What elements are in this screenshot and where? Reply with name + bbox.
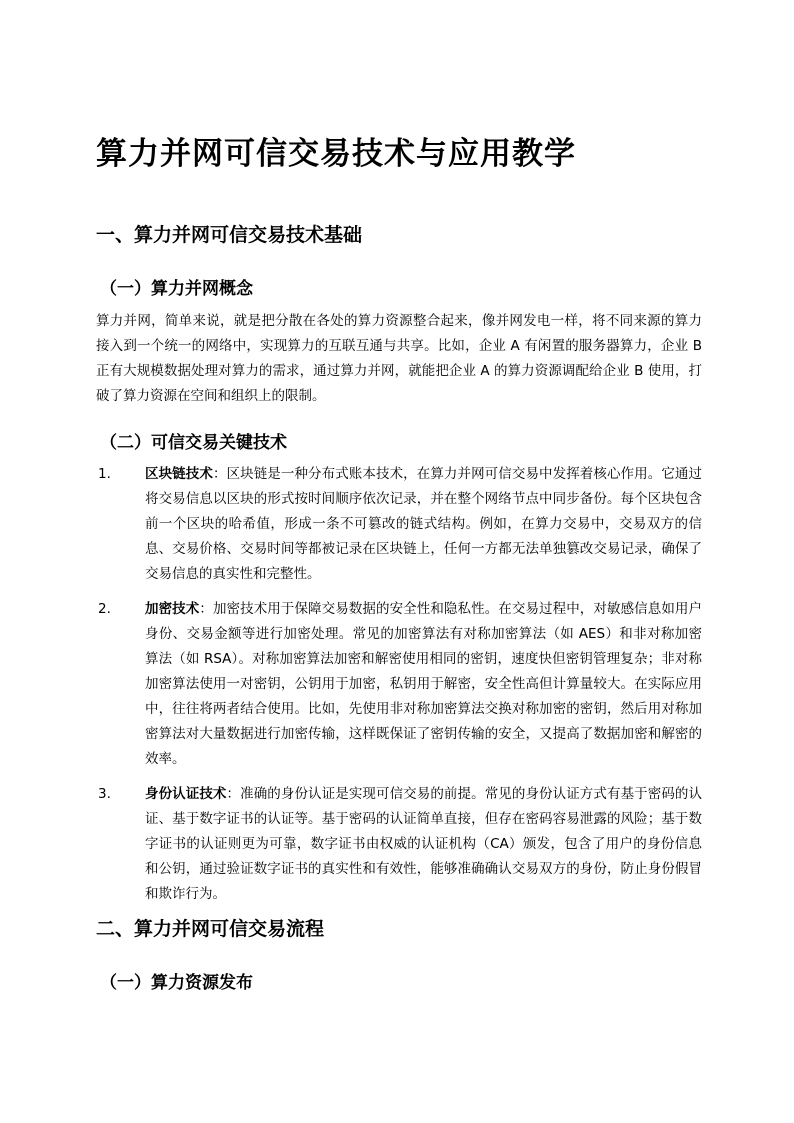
list-number: 2. xyxy=(98,601,111,617)
section-heading-1: 一、算力并网可信交易技术基础 xyxy=(96,224,363,246)
list-text: ：准确的身份认证是实现可信交易的前提。常见的身份认证方式有基于密码的认证、基于数字证书的认证等。基于密码的认证简单直接，但存在密码容易泄露的风险；基于数字证书的认证则更为可靠，数字证书由权威的认证机构（CA）颁发，包含了用户的身份信息和公钥，通过验证数字证书的真实性和有效性，能够准确确认交易双方的身份，防止身份假冒和欺诈行为。 xyxy=(145,786,703,902)
list-item xyxy=(96,462,702,587)
paragraph-concept: 算力并网，简单来说，就是把分散在各处的算力资源整合起来，像并网发电一样，将不同来源的算力接入到一个统一的网络中，实现算力的互联互通与共享。比如，企业 A 有闲置的服务器算力，企业 B 正有大规模数据处理对算力的需求，通过算力并网，就能把企业 A 的算力资源调配给企业 B 使用，打破了算力资源在空间和组织上的限制。 xyxy=(96,313,702,404)
list-item xyxy=(96,597,702,772)
list-text: ：加密技术用于保障交易数据的安全性和隐私性。在交易过程中，对敏感信息如用户身份、交易金额等进行加密处理。常见的加密算法有对称加密算法（如 AES）和非对称加密算法（如 RSA）。对称加密算法加密和解密使用相同的密钥，速度快但密钥管理复杂；非对称加密算法使用一对密钥，公钥用于加密，私钥用于解密，安全性高但计算量较大。在实际应用中，往往将两者结合使用。比如，先使用非对称加密算法交换对称加密的密钥，然后用对称加密算法对大量数据进行加密传输，这样既保证了密钥传输的安全，又提高了数据加密和解密的效率。 xyxy=(145,601,703,767)
document-title: 算力并网可信交易技术与应用教学 xyxy=(96,136,576,172)
list-term: 加密技术 xyxy=(145,601,200,617)
list-number: 1. xyxy=(98,466,111,482)
list-term: 区块链技术 xyxy=(145,466,213,482)
subsection-heading-1-1: （一）算力并网概念 xyxy=(100,279,253,299)
list-number: 3. xyxy=(98,786,111,802)
list-item xyxy=(96,782,702,907)
subsection-heading-2-1: （一）算力资源发布 xyxy=(100,973,253,993)
subsection-heading-1-2: （二）可信交易关键技术 xyxy=(100,433,287,453)
list-term: 身份认证技术 xyxy=(145,786,227,802)
list-text: ：区块链是一种分布式账本技术，在算力并网可信交易中发挥着核心作用。它通过将交易信息以区块的形式按时间顺序依次记录，并在整个网络节点中同步备份。每个区块包含前一个区块的哈希值，形成一条不可篡改的链式结构。例如，在算力交易中，交易双方的信息、交易价格、交易时间等都被记录在区块链上，任何一方都无法单独篡改交易记录，确保了交易信息的真实性和完整性。 xyxy=(145,466,702,582)
section-heading-2: 二、算力并网可信交易流程 xyxy=(96,918,325,940)
key-tech-list xyxy=(96,462,702,917)
